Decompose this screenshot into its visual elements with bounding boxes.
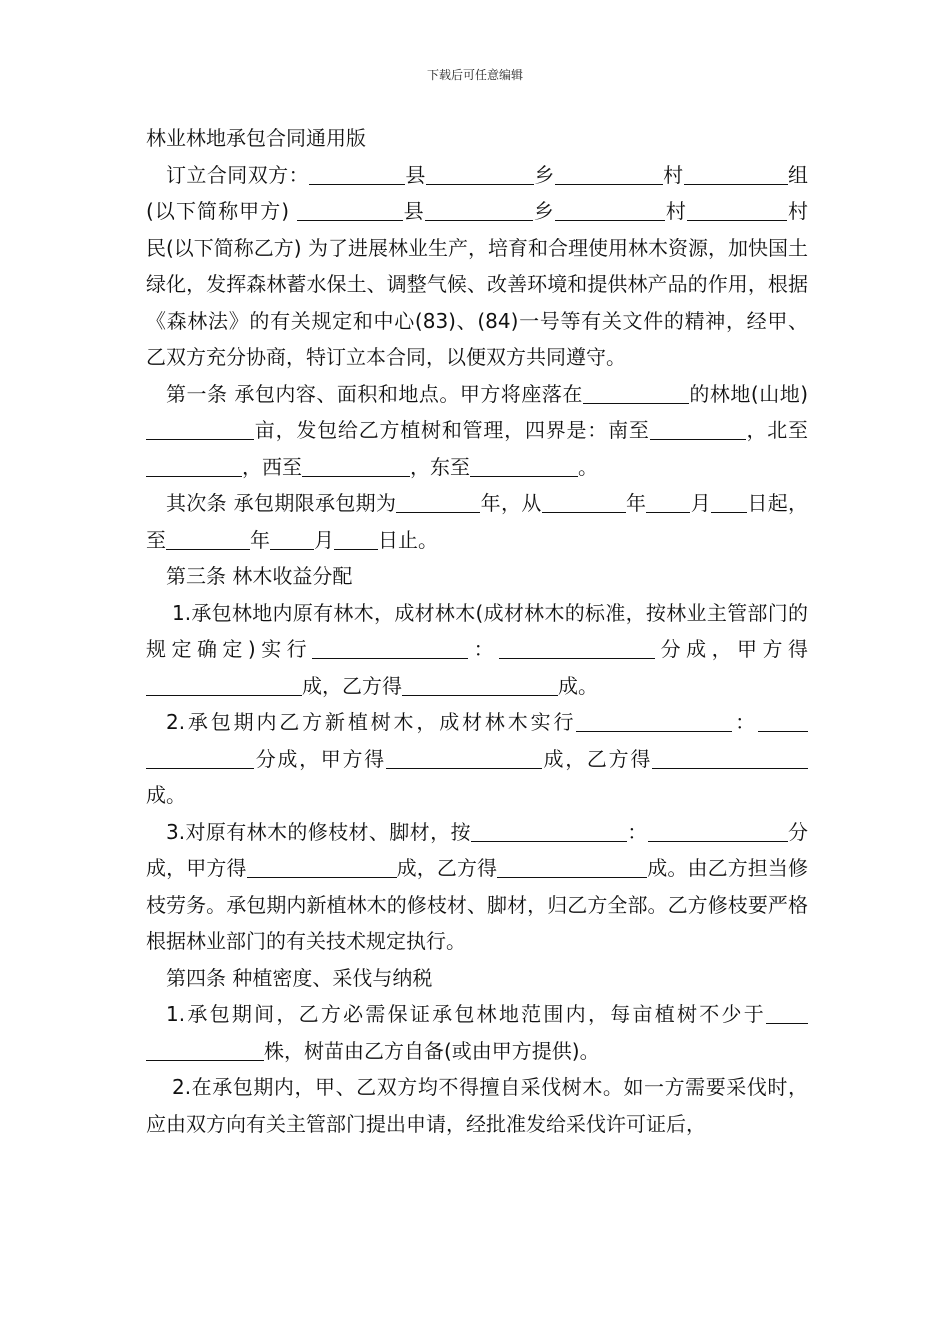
blank-line[interactable] xyxy=(650,419,712,440)
document-title: 林业林地承包合同通用版 xyxy=(146,126,366,150)
article-4-title: 第四条 种植密度、采伐与纳税 xyxy=(166,965,433,990)
blank-line[interactable] xyxy=(758,164,788,185)
blank-line[interactable] xyxy=(297,200,403,221)
blank-line[interactable] xyxy=(334,529,378,550)
blank-line[interactable] xyxy=(396,492,480,513)
blank-line[interactable] xyxy=(146,1040,264,1061)
blank-line[interactable] xyxy=(712,419,746,440)
blank-line[interactable] xyxy=(652,748,776,769)
blank-line[interactable] xyxy=(758,711,808,732)
article-3-item-3: 3.对原有林木的修枝材、脚材，按 ： 分成，甲方得 成，乙方得 成。由乙方担当修枝劳务。承包期内新植林木的修枝材、脚材，归乙方全部。乙方修枝要严格根据林业部门的有关技术规定执行。 xyxy=(146,819,809,953)
blank-line[interactable] xyxy=(312,638,468,659)
page-header-note: 下载后可任意编辑 xyxy=(426,68,523,82)
blank-line[interactable] xyxy=(776,748,808,769)
blank-line[interactable] xyxy=(723,200,787,221)
blank-line[interactable] xyxy=(270,529,314,550)
blank-line[interactable] xyxy=(471,821,627,842)
blank-line[interactable] xyxy=(309,164,405,185)
blank-line[interactable] xyxy=(684,164,758,185)
blank-line[interactable] xyxy=(766,1003,808,1024)
blank-line[interactable] xyxy=(648,821,752,842)
article-4-item-1: 1.承包期间，乙方必需保证承包林地范围内，每亩植树不少于株，树苗由乙方自备(或由甲方提供)。 xyxy=(146,996,808,1069)
blank-line[interactable] xyxy=(499,638,655,659)
blank-line[interactable] xyxy=(646,492,690,513)
blank-line[interactable] xyxy=(576,711,732,732)
blank-line[interactable] xyxy=(302,456,410,477)
article-3-item-2: 2.承包期内乙方新植树木，成材林木实行 ：分成，甲方得 成，乙方得成。 xyxy=(146,704,808,814)
blank-line[interactable] xyxy=(542,492,626,513)
article-3-item-1: 1.承包林地内原有林木，成材林木(成材林木的标准，按林业主管部门的规定确定)实行 ： 分成，甲方得成，乙方得 成。 xyxy=(146,600,809,698)
article-2: 其次条 承包期限承包期为 年，从 年 月 日起，至 年 月 日止。 xyxy=(146,491,809,552)
blank-line[interactable] xyxy=(687,200,723,221)
article-3-title: 第三条 林木收益分配 xyxy=(166,564,353,588)
blank-line[interactable] xyxy=(402,675,558,696)
article-1: 第一条 承包内容、面积和地点。甲方将座落在 的林地(山地)亩，发包给乙方植树和管理，四界是：南至 ，北至，西至 ，东至 。 xyxy=(146,376,808,486)
blank-line[interactable] xyxy=(497,857,647,878)
blank-line[interactable] xyxy=(146,675,302,696)
blank-line[interactable] xyxy=(146,456,242,477)
blank-line[interactable] xyxy=(386,748,542,769)
contract-body xyxy=(146,120,808,1142)
blank-line[interactable] xyxy=(752,821,788,842)
paragraph-parties: 订立合同双方： 县 乡 村 组(以下简称甲方) 县 乡 村 村民(以下简称乙方) 为了进展林业生产，培育和合理使用林木资源，加快国土绿化，发挥森林蓄水保土、调整气候、改善环境和提供林产品的作用，根据《森林法》的有关规定和中心(83)、(84)一号等有关文件的精神，经甲、乙双方充分协商，特订立本合同，以便双方共同遵守。 xyxy=(146,162,809,369)
blank-line[interactable] xyxy=(166,529,250,550)
blank-line[interactable] xyxy=(426,164,534,185)
blank-line[interactable] xyxy=(146,748,254,769)
blank-line[interactable] xyxy=(711,492,747,513)
blank-line[interactable] xyxy=(146,419,254,440)
blank-line[interactable] xyxy=(583,383,689,404)
blank-line[interactable] xyxy=(425,200,533,221)
blank-line[interactable] xyxy=(470,456,578,477)
blank-line[interactable] xyxy=(247,857,397,878)
blank-line[interactable] xyxy=(555,164,663,185)
article-4-item-2: 2.在承包期内，甲、乙双方均不得擅自采伐树木。如一方需要采伐时，应由双方向有关主管部门提出申请，经批准发给采伐许可证后， xyxy=(146,1075,808,1136)
blank-line[interactable] xyxy=(555,200,665,221)
